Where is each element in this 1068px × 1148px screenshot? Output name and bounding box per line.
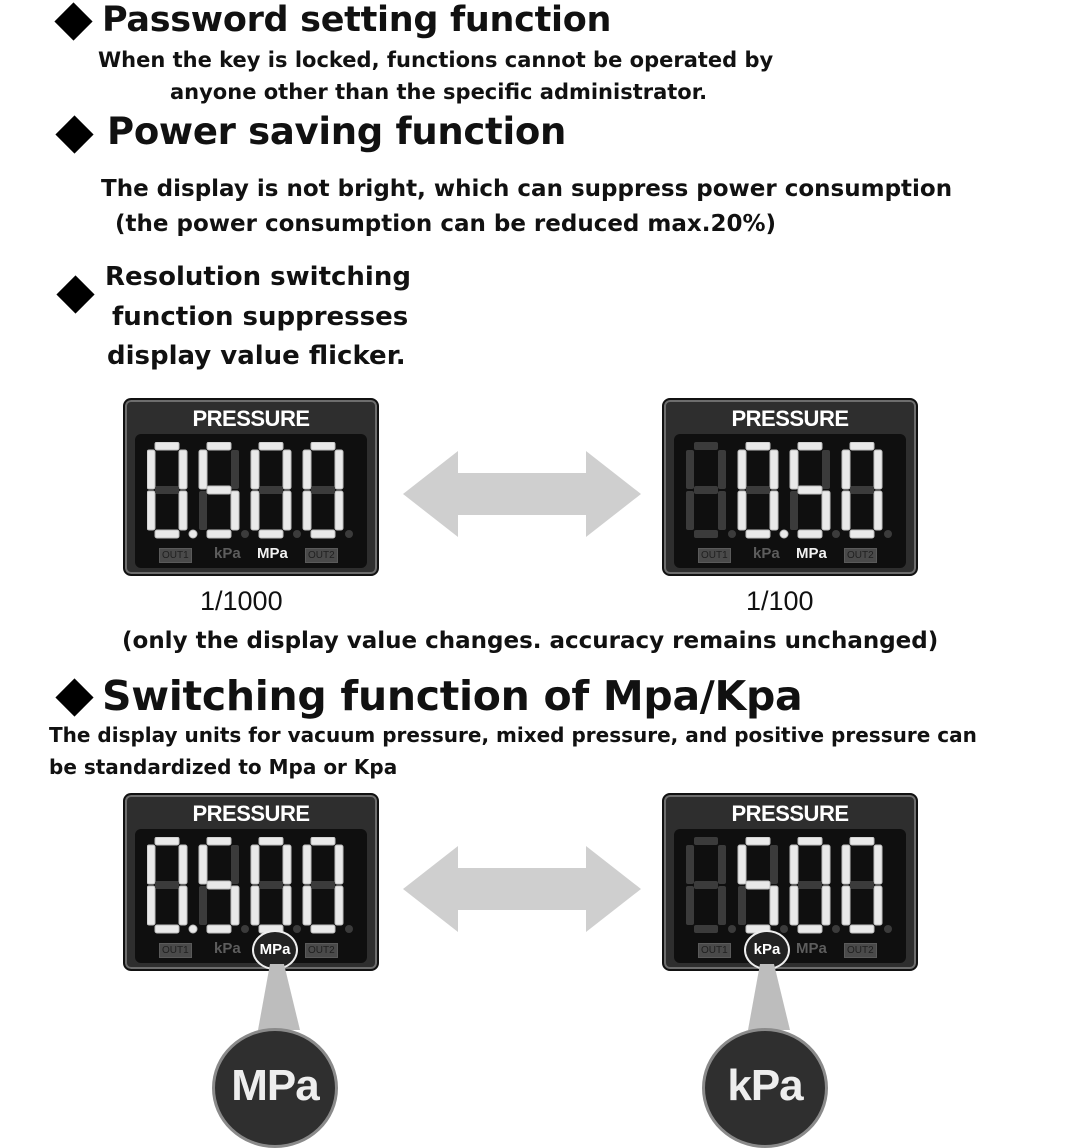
digit-segment	[283, 886, 291, 925]
decimal-point	[293, 530, 301, 538]
digit-segment	[850, 837, 874, 845]
digit-segment	[718, 845, 726, 884]
digit-segment	[199, 886, 207, 925]
digit-segment	[259, 442, 283, 450]
pressure-display-100	[662, 398, 918, 576]
pressure-display-kpa	[662, 793, 918, 971]
digit-segment	[259, 530, 283, 538]
kpa-zoom-callout	[702, 1028, 828, 1148]
decimal-point	[241, 530, 249, 538]
digit-segment	[311, 837, 335, 845]
decimal-point	[780, 925, 788, 933]
digit-segment	[207, 486, 231, 494]
digit-segment	[798, 442, 822, 450]
digit-segment	[231, 491, 239, 530]
digit-segment	[770, 886, 778, 925]
callout-connector	[720, 964, 820, 1034]
digit-segment	[798, 925, 822, 933]
mpa-zoom-callout	[212, 1028, 338, 1148]
digit-segment	[303, 886, 311, 925]
digit-segment	[718, 886, 726, 925]
digit-segment	[842, 845, 850, 884]
lcd-screen	[674, 434, 906, 568]
out2-indicator: OUT2	[305, 943, 338, 958]
digit-segment	[822, 450, 830, 489]
digit-segment	[179, 491, 187, 530]
digit-segment	[303, 450, 311, 489]
digit-segment	[207, 925, 231, 933]
resolution-label-1000: 1/1000	[200, 586, 283, 616]
digit-segment	[207, 442, 231, 450]
digit-segment	[790, 845, 798, 884]
pressure-display-mpa	[123, 793, 379, 971]
digit-segment	[850, 442, 874, 450]
digit-segment	[746, 486, 770, 494]
double-arrow-icon	[403, 451, 641, 537]
digit-segment	[147, 491, 155, 530]
digit-segment	[283, 450, 291, 489]
mpa-indicator-highlight: MPa	[252, 930, 298, 970]
digit-segment	[303, 845, 311, 884]
callout-connector	[230, 964, 330, 1034]
digit-segment	[718, 450, 726, 489]
digit-segment	[251, 491, 259, 530]
digit-segment	[694, 837, 718, 845]
decimal-point	[293, 925, 301, 933]
digit-segment	[155, 530, 179, 538]
lcd-screen	[135, 829, 367, 963]
digit-segment	[207, 837, 231, 845]
decimal-point	[884, 530, 892, 538]
out1-indicator: OUT1	[698, 548, 731, 563]
digit-segment	[790, 491, 798, 530]
units-section-title: Switching function of Mpa/Kpa	[102, 672, 803, 720]
digit-segment	[686, 450, 694, 489]
digit-segment	[283, 845, 291, 884]
digit-segment	[850, 530, 874, 538]
digit-segment	[798, 837, 822, 845]
password-desc-line1: When the key is locked, functions cannot be operated by	[98, 48, 774, 72]
digit-segment	[790, 450, 798, 489]
lcd-screen	[674, 829, 906, 963]
power-section-title: Power saving function	[107, 110, 566, 153]
digit-segment	[874, 491, 882, 530]
digit-segment	[686, 886, 694, 925]
digit-segment	[335, 886, 343, 925]
pressure-display-1000	[123, 398, 379, 576]
digit-segment	[738, 491, 746, 530]
decimal-point	[884, 925, 892, 933]
resolution-title-line1: Resolution switching	[105, 262, 411, 292]
seven-segment-digits	[686, 837, 896, 941]
decimal-point	[780, 530, 788, 538]
kpa-indicator-highlight: kPa	[744, 930, 790, 970]
kpa-indicator: kPa	[214, 940, 241, 957]
out2-indicator: OUT2	[844, 548, 877, 563]
seven-segment-digits	[147, 837, 357, 941]
digit-segment	[842, 491, 850, 530]
resolution-title-line2: function suppresses	[112, 302, 409, 332]
digit-segment	[798, 530, 822, 538]
digit-segment	[335, 450, 343, 489]
digit-segment	[770, 491, 778, 530]
kpa-indicator: kPa	[214, 545, 241, 562]
digit-segment	[738, 450, 746, 489]
digit-segment	[718, 491, 726, 530]
password-section-title: Password setting function	[102, 0, 612, 40]
units-desc-line1: The display units for vacuum pressure, mixed pressure, and positive pressure can	[49, 723, 977, 747]
digit-segment	[155, 442, 179, 450]
digit-segment	[686, 491, 694, 530]
digit-segment	[694, 925, 718, 933]
digit-segment	[147, 450, 155, 489]
pressure-title: PRESSURE	[192, 406, 310, 431]
digit-segment	[147, 845, 155, 884]
diamond-bullet-icon	[56, 275, 94, 313]
digit-segment	[874, 450, 882, 489]
digit-segment	[311, 442, 335, 450]
digit-segment	[199, 491, 207, 530]
digit-segment	[311, 881, 335, 889]
out2-indicator: OUT2	[305, 548, 338, 563]
out2-indicator: OUT2	[844, 943, 877, 958]
digit-segment	[874, 845, 882, 884]
digit-segment	[283, 491, 291, 530]
digit-segment	[155, 486, 179, 494]
digit-segment	[311, 530, 335, 538]
digit-segment	[311, 925, 335, 933]
decimal-point	[832, 925, 840, 933]
digit-segment	[694, 881, 718, 889]
digit-segment	[822, 845, 830, 884]
decimal-point	[345, 530, 353, 538]
digit-segment	[179, 886, 187, 925]
resolution-title-line3: display value flicker.	[107, 341, 406, 371]
digit-segment	[259, 881, 283, 889]
digit-segment	[303, 491, 311, 530]
out1-indicator: OUT1	[159, 548, 192, 563]
decimal-point	[189, 530, 197, 538]
digit-segment	[155, 925, 179, 933]
seven-segment-digits	[686, 442, 896, 546]
digit-segment	[694, 442, 718, 450]
digit-segment	[335, 845, 343, 884]
digit-segment	[746, 530, 770, 538]
digit-segment	[694, 530, 718, 538]
decimal-point	[728, 925, 736, 933]
digit-segment	[179, 845, 187, 884]
digit-segment	[155, 837, 179, 845]
digit-segment	[694, 486, 718, 494]
digit-segment	[746, 837, 770, 845]
digit-segment	[155, 881, 179, 889]
decimal-point	[832, 530, 840, 538]
digit-segment	[850, 486, 874, 494]
diamond-bullet-icon	[54, 2, 92, 40]
pressure-title: PRESSURE	[731, 406, 849, 431]
decimal-point	[189, 925, 197, 933]
digit-segment	[311, 486, 335, 494]
out1-indicator: OUT1	[159, 943, 192, 958]
mpa-zoom-label: MPa	[231, 1061, 319, 1110]
digit-segment	[199, 450, 207, 489]
digit-segment	[686, 845, 694, 884]
digit-segment	[251, 886, 259, 925]
decimal-point	[241, 925, 249, 933]
decimal-point	[345, 925, 353, 933]
digit-segment	[842, 450, 850, 489]
resolution-label-100: 1/100	[746, 586, 814, 616]
digit-segment	[798, 881, 822, 889]
diamond-bullet-icon	[55, 115, 93, 153]
mpa-indicator: MPa	[796, 545, 827, 562]
digit-segment	[231, 886, 239, 925]
mpa-indicator: MPa	[257, 545, 288, 562]
digit-segment	[822, 491, 830, 530]
digit-segment	[770, 845, 778, 884]
kpa-zoom-label: kPa	[727, 1061, 803, 1110]
digit-segment	[199, 845, 207, 884]
mpa-indicator: MPa	[796, 940, 827, 957]
digit-segment	[746, 442, 770, 450]
power-desc-line1: The display is not bright, which can suppress power consumption	[101, 176, 953, 202]
digit-segment	[207, 530, 231, 538]
digit-segment	[770, 450, 778, 489]
resolution-note: (only the display value changes. accuracy remains unchanged)	[122, 628, 939, 654]
pressure-title: PRESSURE	[731, 801, 849, 826]
power-desc-line2: (the power consumption can be reduced max.20%)	[115, 211, 777, 237]
digit-segment	[259, 837, 283, 845]
digit-segment	[251, 450, 259, 489]
digit-segment	[874, 886, 882, 925]
lcd-screen	[135, 434, 367, 568]
digit-segment	[259, 486, 283, 494]
digit-segment	[335, 491, 343, 530]
seven-segment-digits	[147, 442, 357, 546]
decimal-point	[728, 530, 736, 538]
digit-segment	[850, 881, 874, 889]
pressure-title: PRESSURE	[192, 801, 310, 826]
digit-segment	[822, 886, 830, 925]
digit-segment	[842, 886, 850, 925]
digit-segment	[147, 886, 155, 925]
double-arrow-icon	[403, 846, 641, 932]
digit-segment	[251, 845, 259, 884]
digit-segment	[850, 925, 874, 933]
diamond-bullet-icon	[55, 678, 93, 716]
digit-segment	[798, 486, 822, 494]
digit-segment	[231, 450, 239, 489]
digit-segment	[179, 450, 187, 489]
digit-segment	[738, 886, 746, 925]
digit-segment	[738, 845, 746, 884]
units-desc-line2: be standardized to Mpa or Kpa	[49, 755, 398, 779]
digit-segment	[231, 845, 239, 884]
digit-segment	[746, 881, 770, 889]
kpa-indicator: kPa	[753, 545, 780, 562]
digit-segment	[207, 881, 231, 889]
digit-segment	[790, 886, 798, 925]
password-desc-line2: anyone other than the specific administrator.	[170, 80, 708, 104]
out1-indicator: OUT1	[698, 943, 731, 958]
